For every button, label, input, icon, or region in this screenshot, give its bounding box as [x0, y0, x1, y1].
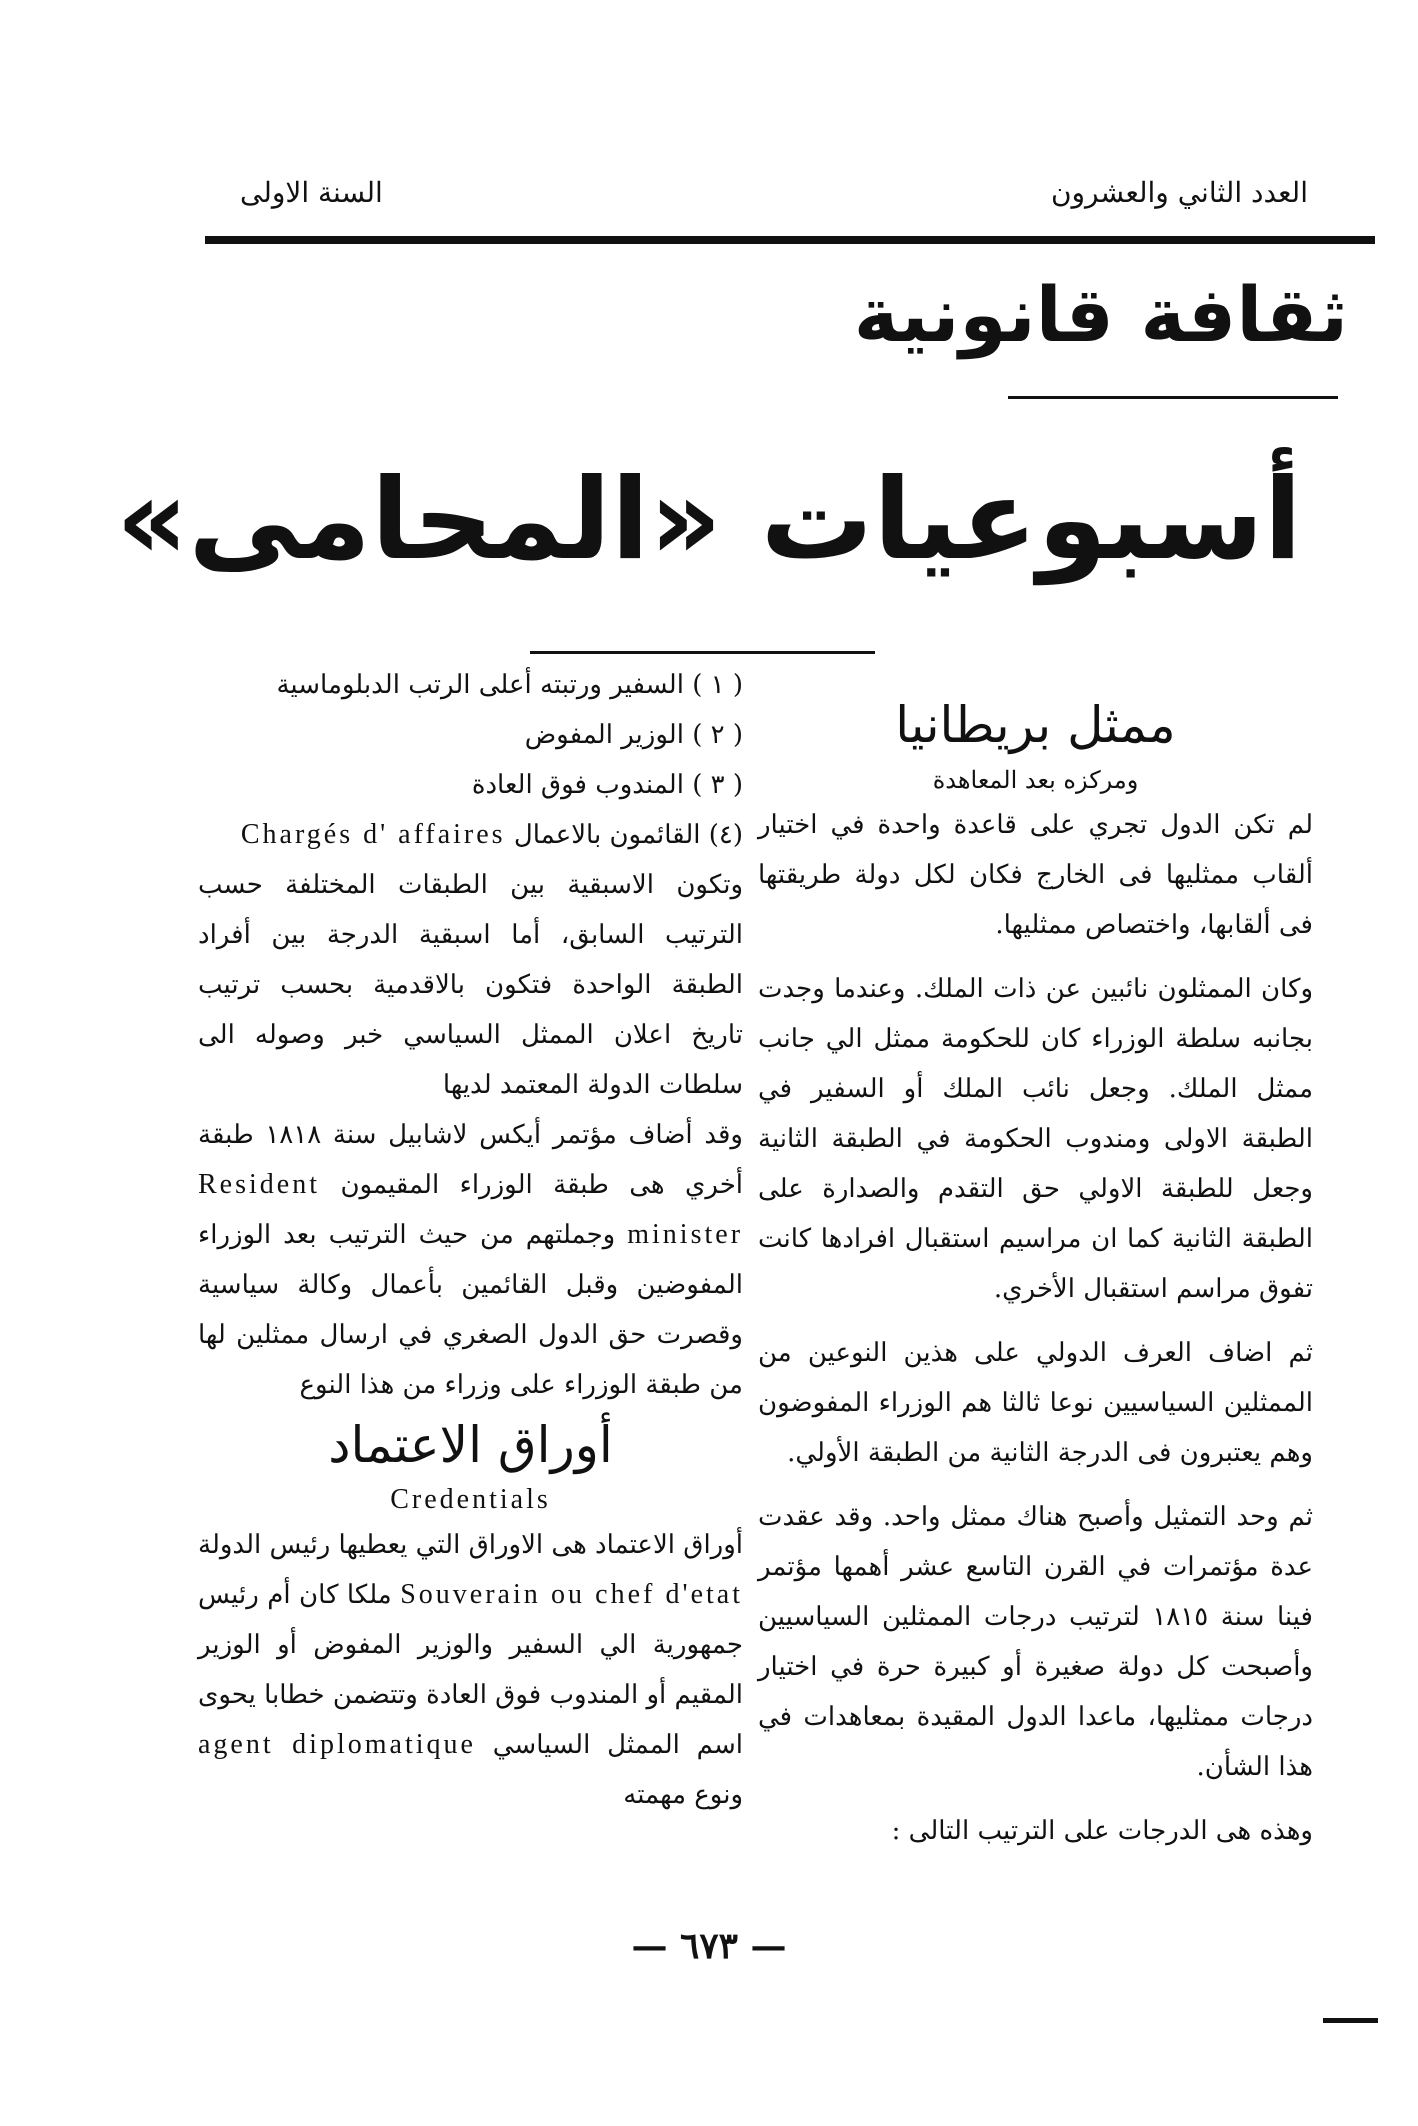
- paragraph: لم تكن الدول تجري على قاعدة واحدة في اختيار ألقاب ممثليها فى الخارج فكان لكل دولة طريقتها فى ألقابها، واختصاص ممثليها.: [758, 810, 1313, 940]
- paragraph-text: ونوع مهمته: [623, 1780, 743, 1810]
- paragraph-text: أوراق الاعتماد هى الاوراق التي يعطيها رئيس الدولة: [198, 1530, 743, 1560]
- paragraph: [198, 1110, 743, 1410]
- latin-term: agent diplomatique: [198, 1729, 476, 1760]
- paragraph: وهذه هى الدرجات على الترتيب التالى :: [891, 1816, 1313, 1846]
- title-rule: [530, 651, 875, 654]
- paragraph-text: وقد أضاف مؤتمر أيكس لاشابيل سنة ١٨١٨ طبقة أخري هى طبقة الوزراء المقيمون: [198, 1120, 744, 1200]
- list-item: ( ٣ ) المندوب فوق العادة: [471, 770, 743, 800]
- paragraph: ثم وحد التمثيل وأصبح هناك ممثل واحد. وقد عقدت عدة مؤتمرات في القرن التاسع عشر أهمها مؤتمر فينا سنة ١٨١٥ لترتيب درجات الممثلين السياسيين وأصبحت كل دولة صغيرة أو كبيرة حرة في اختيار درجات ممثليها، ماعدا الدول المقيدة بمعاهدات في هذا الشأن.: [758, 1502, 1313, 1782]
- paragraph: وكان الممثلون نائبين عن ذات الملك. وعندما وجدت بجانبه سلطة الوزراء كان للحكومة ممثل الي جانب ممثل الملك. وجعل نائب الملك أو السفير في الطبقة الاولى ومندوب الحكومة في الطبقة الثانية وجعل للطبقة الاولي حق التقدم والصدارة على الطبقة الثانية كما ان مراسيم استقبال افرادها كانت تفوق مراسم استقبال الأخري.: [758, 974, 1313, 1304]
- latin-term: Resident minister: [198, 1169, 744, 1250]
- list-item: ( ٢ ) الوزير المفوض: [524, 720, 743, 750]
- left-column: [198, 660, 743, 1820]
- right-column-subheading: ومركزه بعد المعاهدة: [932, 766, 1139, 794]
- list-item: ( ١ ) السفير ورتبته أعلى الرتب الدبلوماسية: [276, 670, 743, 700]
- credentials-heading: أوراق الاعتماد: [328, 1416, 613, 1474]
- paragraph: ثم اضاف العرف الدولي على هذين النوعين من الممثلين السياسيين نوعا ثالثا هم الوزراء المفوضون وهم يعتبرون فى الدرجة الثانية من الطبقة الأولي.: [758, 1338, 1313, 1468]
- right-column: [758, 690, 1313, 1856]
- section-title: ثقافة قانونية: [853, 270, 1348, 359]
- issue-number: العدد الثاني والعشرون: [1050, 176, 1308, 209]
- right-column-heading: ممثل بريطانيا: [895, 696, 1176, 754]
- list-item: [198, 810, 743, 860]
- paragraph-text: ملكا كان أم رئيس جمهورية الي السفير والوزير المفوض أو الوزير المقيم أو المندوب فوق العادة وتتضمن خطابا يحوى اسم الممثل السياسي: [198, 1580, 743, 1760]
- paragraph-text: وجملتهم من حيث الترتيب بعد الوزراء المفوضين وقبل القائمين بأعمال وكالة سياسية وقصرت حق الدول الصغري في ارسال ممثلين لها من طبقة الوزراء على وزراء من هذا النوع: [198, 1220, 743, 1400]
- credentials-heading-latin: Credentials: [390, 1484, 551, 1515]
- page-number: — ٦٧٣ —: [631, 1925, 787, 1967]
- list-item-latin: Chargés d' affaires: [240, 819, 506, 850]
- main-title: أسبوعيات «المحامى»: [116, 455, 1302, 585]
- section-rule: [1008, 396, 1338, 399]
- header-rule: [205, 236, 1375, 244]
- year-label: السنة الاولى: [240, 176, 383, 209]
- list-item-arabic: (٤) القائمون بالاعمال: [513, 820, 743, 850]
- paragraph: [198, 1520, 743, 1820]
- bottom-rule: [1323, 2018, 1378, 2023]
- latin-term: Souverain ou chef d'etat: [400, 1579, 744, 1610]
- paragraph: وتكون الاسبقية بين الطبقات المختلفة حسب الترتيب السابق، أما اسبقية الدرجة بين أفراد الطبقة الواحدة فتكون بالاقدمية بحسب ترتيب تاريخ اعلان الممثل السياسي خبر وصوله الى سلطات الدولة المعتمد لديها: [198, 870, 743, 1100]
